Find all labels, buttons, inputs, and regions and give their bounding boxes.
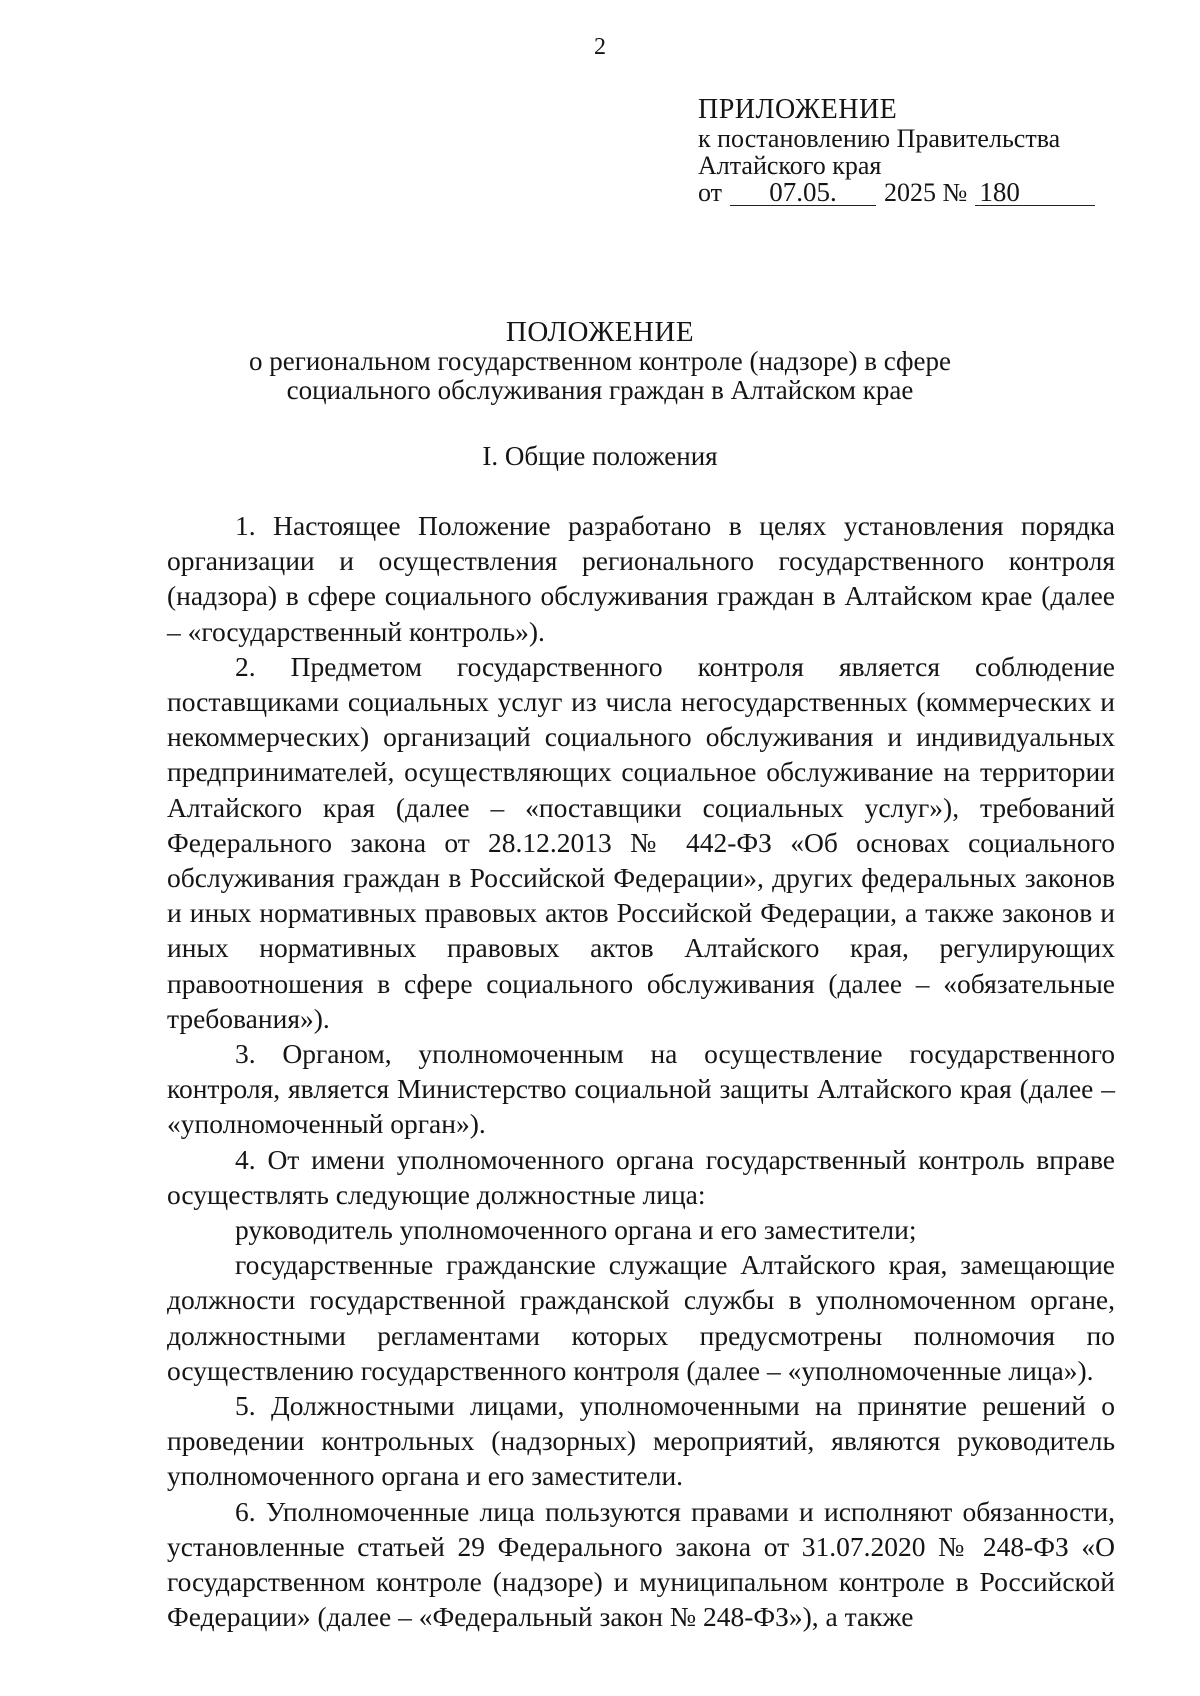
appendix-line: к постановлению Правительства <box>698 124 1061 153</box>
document-subtitle: о региональном государственном контроле (надзоре) в сфере <box>249 346 951 376</box>
appendix-date-line <box>698 179 1118 206</box>
from-label: от <box>698 178 723 207</box>
document-heading <box>150 318 1050 405</box>
paragraph: государственные гражданские служащие Алтайского края, замещающие должности государственной гражданской службы в уполномоченном органе, должностными регламентами которых предусмотрены полномочия по осуществлению государственного контроля (далее – «уполномоченные лица»). <box>167 1249 1115 1386</box>
document-title: ПОЛОЖЕНИЕ <box>505 316 695 348</box>
appendix-title: ПРИЛОЖЕНИЕ <box>698 94 898 125</box>
page-number: 2 <box>594 34 606 60</box>
date-value: 07.05. <box>730 179 876 206</box>
paragraph: 3. Органом, уполномоченным на осуществление государственного контроля, является Министерство социальной защиты Алтайского края (далее – «уполномоченный орган»). <box>167 1038 1115 1140</box>
paragraph: 4. От имени уполномоченного органа государственный контроль вправе осуществлять следующие должностные лица: <box>167 1143 1115 1210</box>
document-subtitle: социального обслуживания граждан в Алтайском крае <box>286 375 914 405</box>
section-title: I. Общие положения <box>482 441 718 471</box>
paragraph: руководитель уполномоченного органа и его заместители; <box>235 1214 917 1246</box>
document-body <box>167 508 1115 1635</box>
paragraph: 6. Уполномоченные лица пользуются правами и исполняют обязанности, установленные статьей 29 Федерального закона от 31.07.2020 № 248-ФЗ «О государственном контроле (надзоре) и муниципальном контроле в Российской Федерации» (далее – «Федеральный закон № 248-ФЗ»), а также <box>167 1495 1115 1633</box>
appendix-line: Алтайского края <box>698 151 882 180</box>
paragraph: 5. Должностными лицами, уполномоченными на принятие решений о проведении контрольных (надзорных) мероприятий, являются руководитель уполномоченного органа и его заместители. <box>167 1390 1115 1492</box>
number-value: 180 <box>975 179 1095 206</box>
appendix-block <box>698 96 1118 206</box>
year-text: 2025 № <box>884 178 968 207</box>
paragraph: 2. Предметом государственного контроля является соблюдение поставщиками социальных услуг из числа негосударственных (коммерческих и некоммерческих) организаций социального обслуживания и индивидуальных предпринимателей, осуществляющих социальное обслуживание на территории Алтайского края (далее – «поставщики социальных услуг»), требований Федерального закона от 28.12.2013 № 442-ФЗ «Об основах социального обслуживания граждан в Российской Федерации», других федеральных законов и иных нормативных правовых актов Российской Федерации, а также законов и иных нормативных правовых актов Алтайского края, регулирующих правоотношения в сфере социального обслуживания (далее – «обязательные требования»). <box>167 650 1115 1034</box>
paragraph: 1. Настоящее Положение разработано в целях установления порядка организации и осуществления регионального государственного контроля (надзора) в сфере социального обслуживания граждан в Алтайском крае (далее – «государственный контроль»). <box>167 510 1115 647</box>
